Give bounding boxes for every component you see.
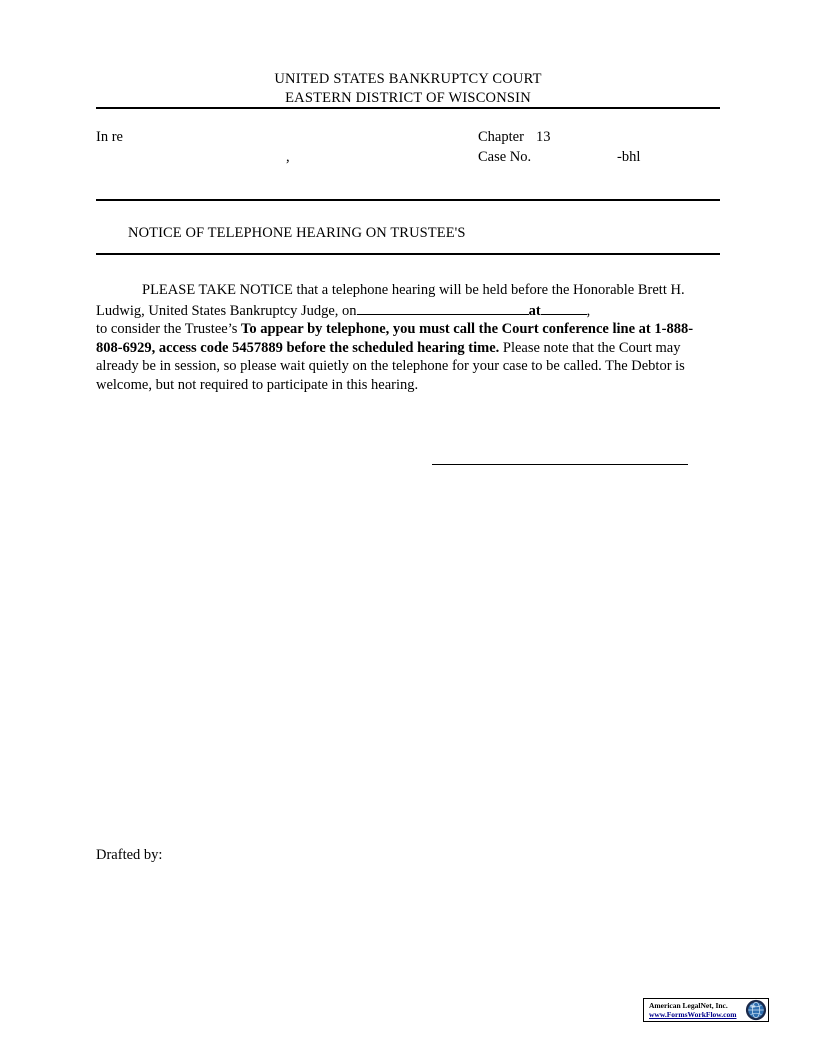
- debtor-name-comma: ,: [286, 149, 290, 165]
- caption-bottom-rule: [96, 199, 720, 201]
- page-title: NOTICE OF TELEPHONE HEARING ON TRUSTEE'S: [128, 225, 466, 241]
- notice-text-part-1: PLEASE TAKE NOTICE that a telephone hearing will be held before the Honorable Brett H. Ludwig, United States Bankruptcy Judge, on: [96, 282, 685, 319]
- hearing-time-blank[interactable]: [541, 300, 587, 315]
- stamp-company-name: American LegalNet, Inc.: [649, 1001, 728, 1010]
- notice-body: [96, 281, 710, 395]
- at-word: at: [528, 302, 541, 319]
- court-header: [96, 70, 720, 108]
- court-name-line-1: UNITED STATES BANKRUPTCY COURT: [274, 71, 542, 87]
- court-name-line-2: EASTERN DISTRICT OF WISCONSIN: [285, 90, 531, 106]
- notice-text-part-3: Please note that the Court may already be in session, so please wait quietly on the telephone for your case to be called. The Debtor is welcome, but not required to participate in this hearing.: [96, 339, 685, 393]
- drafted-by-label: Drafted by:: [96, 847, 163, 863]
- stamp-company-url[interactable]: www.FormsWorkFlow.com: [649, 1010, 737, 1019]
- case-caption: [96, 129, 720, 193]
- header-divider-rule: [96, 107, 720, 109]
- telephone-instruction-bold: To appear by telephone, you must call the Court conference line at 1-888-808-6929, access code 5457889 before the scheduled hearing time.: [96, 321, 694, 356]
- notice-paragraph: [96, 281, 710, 395]
- trailing-comma: ,: [586, 302, 591, 319]
- in-re-label: In re: [96, 129, 123, 145]
- title-bottom-rule: [96, 253, 720, 255]
- case-number-value: -bhl: [617, 149, 641, 165]
- signature-line: [432, 464, 688, 465]
- chapter-value: 13: [536, 129, 551, 145]
- hearing-date-blank[interactable]: [357, 300, 529, 315]
- stamp-text-group: [644, 1001, 745, 1019]
- globe-icon: [745, 999, 767, 1021]
- case-number-label: Case No.: [478, 149, 532, 165]
- notice-text-part-2: to consider the Trustee’s: [96, 321, 238, 338]
- american-legalnet-stamp: [643, 998, 769, 1022]
- chapter-label: Chapter: [478, 129, 524, 145]
